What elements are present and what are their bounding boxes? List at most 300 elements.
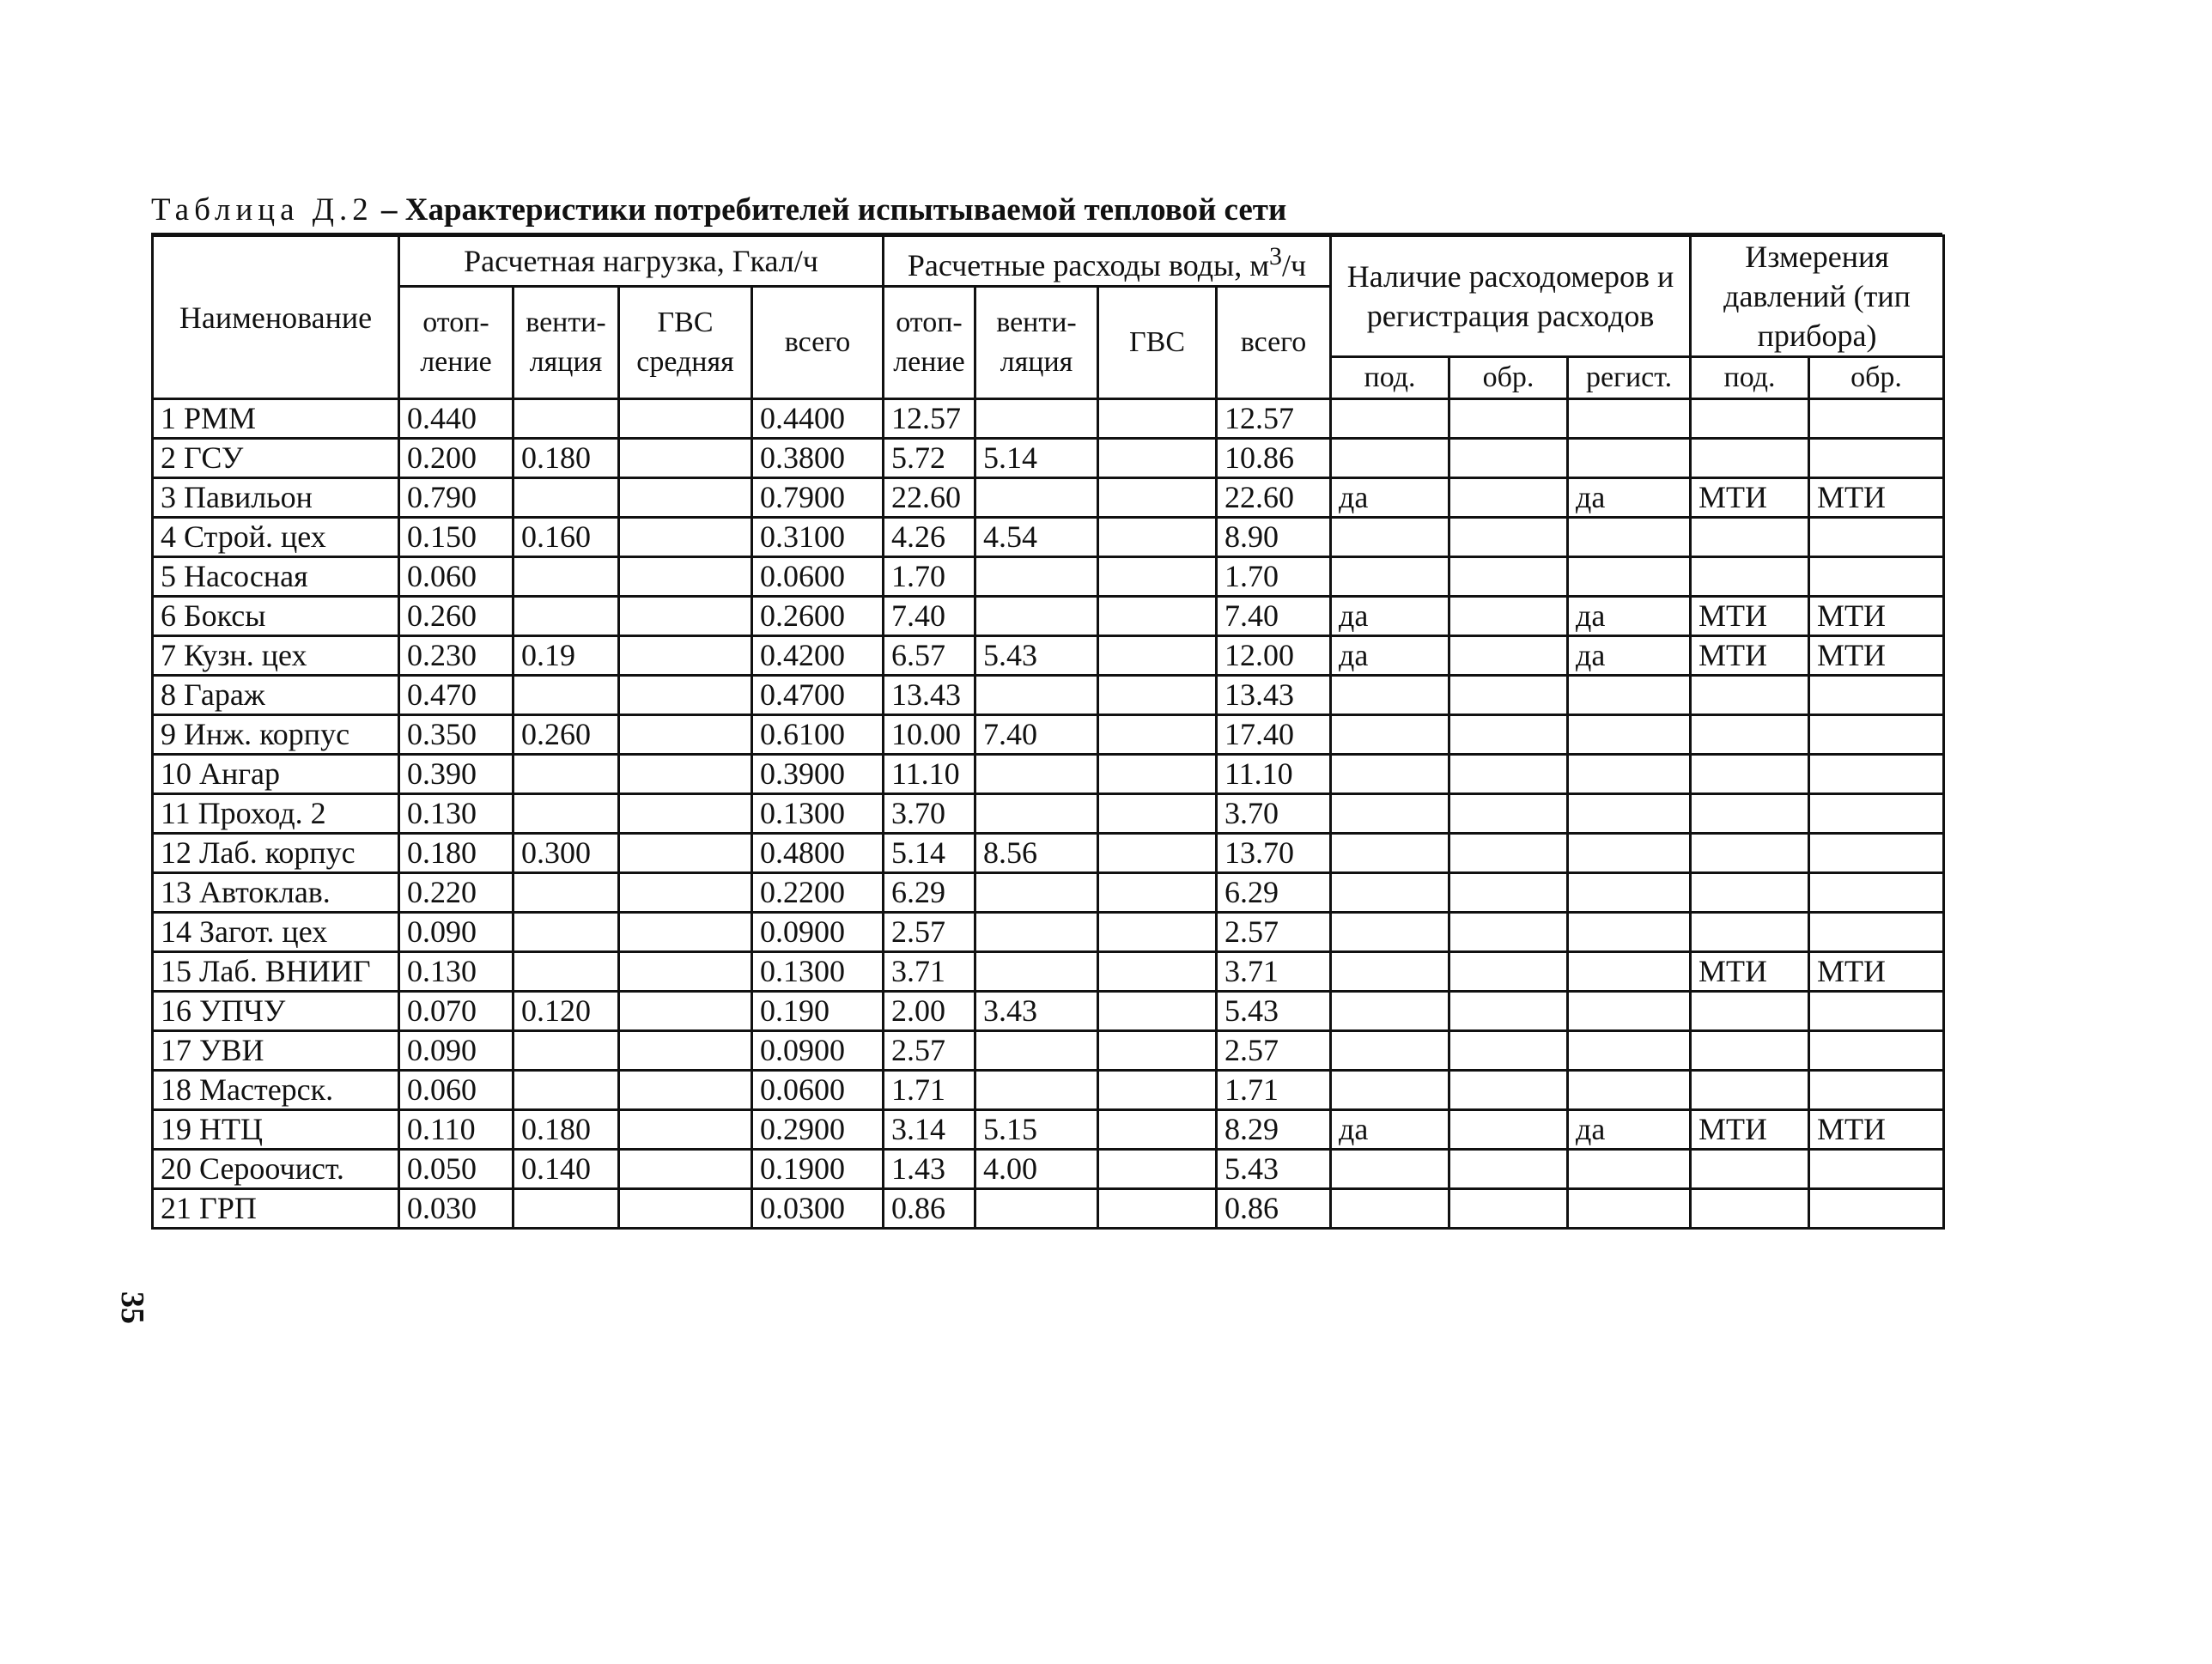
table-cell: 16 УПЧУ	[153, 992, 399, 1031]
table-cell	[514, 952, 619, 992]
table-cell: 11 Проход. 2	[153, 794, 399, 834]
table-cell	[1098, 715, 1217, 755]
table-cell: 0.6100	[752, 715, 884, 755]
table-cell: 4.54	[975, 518, 1098, 557]
table-cell	[1331, 715, 1449, 755]
table-cell: да	[1568, 1110, 1691, 1150]
table-cell: 8.56	[975, 834, 1098, 873]
header-load-total: всего	[752, 287, 884, 399]
table-row	[153, 952, 1944, 992]
table-cell	[1449, 794, 1568, 834]
table-cell	[1098, 952, 1217, 992]
table-cell	[1568, 1150, 1691, 1189]
table-cell	[1449, 755, 1568, 794]
header-meter-return: обр.	[1449, 357, 1568, 399]
table-row	[153, 794, 1944, 834]
table-cell	[975, 478, 1098, 518]
header-meter-reg: регист.	[1568, 357, 1691, 399]
table-cell	[1449, 518, 1568, 557]
table-cell	[619, 1031, 752, 1071]
table-cell: 0.2900	[752, 1110, 884, 1150]
table-row	[153, 676, 1944, 715]
table-cell	[1331, 676, 1449, 715]
table-row	[153, 1071, 1944, 1110]
flow-group-sup: 3	[1269, 242, 1282, 270]
table-cell	[1809, 873, 1944, 913]
table-cell: 0.0300	[752, 1189, 884, 1229]
table-row	[153, 557, 1944, 597]
table-cell	[1331, 794, 1449, 834]
table-cell: 2 ГСУ	[153, 439, 399, 478]
table-cell	[1691, 1071, 1809, 1110]
table-cell	[1809, 1031, 1944, 1071]
table-cell	[1568, 557, 1691, 597]
table-cell: 5.14	[884, 834, 975, 873]
table-cell	[1098, 557, 1217, 597]
table-cell: 0.4400	[752, 399, 884, 439]
table-cell	[514, 1031, 619, 1071]
table-cell: 0.86	[1217, 1189, 1331, 1229]
table-cell	[1691, 834, 1809, 873]
table-cell	[1449, 478, 1568, 518]
table-cell	[1449, 676, 1568, 715]
table-cell	[1809, 1189, 1944, 1229]
table-cell: 0.230	[399, 636, 514, 676]
table-cell: 3 Павильон	[153, 478, 399, 518]
table-row	[153, 597, 1944, 636]
table-cell: 5.43	[1217, 1150, 1331, 1189]
flow-group-suffix: /ч	[1282, 248, 1307, 282]
table-cell: МТИ	[1691, 636, 1809, 676]
table-cell: 5 Насосная	[153, 557, 399, 597]
table-cell	[1691, 1031, 1809, 1071]
page-number: 35	[114, 1291, 150, 1324]
table-cell	[1691, 1189, 1809, 1229]
flow-group-prefix: Расчетные расходы воды, м	[907, 248, 1269, 282]
table-cell	[1449, 636, 1568, 676]
table-cell	[1568, 1071, 1691, 1110]
table-cell	[1331, 992, 1449, 1031]
table-cell	[1809, 755, 1944, 794]
table-cell: МТИ	[1809, 636, 1944, 676]
table-cell: 0.470	[399, 676, 514, 715]
table-cell: 4.00	[975, 1150, 1098, 1189]
table-cell: 8 Гараж	[153, 676, 399, 715]
table-cell: 13.70	[1217, 834, 1331, 873]
table-cell	[1691, 399, 1809, 439]
table-cell: 2.57	[884, 1031, 975, 1071]
table-cell: 6 Боксы	[153, 597, 399, 636]
header-meter-supply: под.	[1331, 357, 1449, 399]
table-cell: 6.57	[884, 636, 975, 676]
table-cell: 13.43	[1217, 676, 1331, 715]
table-cell	[1809, 992, 1944, 1031]
table-cell: 0.190	[752, 992, 884, 1031]
table-cell	[1809, 1071, 1944, 1110]
table-cell: 0.3900	[752, 755, 884, 794]
table-cell: 2.57	[884, 913, 975, 952]
table-cell: 0.19	[514, 636, 619, 676]
table-cell	[619, 1110, 752, 1150]
table-cell	[975, 557, 1098, 597]
table-cell	[514, 873, 619, 913]
table-cell	[1331, 399, 1449, 439]
table-cell	[975, 399, 1098, 439]
table-cell	[975, 597, 1098, 636]
table-cell: 0.440	[399, 399, 514, 439]
table-cell	[1098, 1150, 1217, 1189]
table-cell: МТИ	[1809, 478, 1944, 518]
table-cell	[619, 1189, 752, 1229]
table-cell	[1691, 794, 1809, 834]
table-cell	[1449, 1150, 1568, 1189]
table-cell	[975, 1031, 1098, 1071]
table-row	[153, 913, 1944, 952]
table-cell	[975, 952, 1098, 992]
table-cell: 3.14	[884, 1110, 975, 1150]
table-cell: 0.060	[399, 557, 514, 597]
header-meters-group: Наличие расходомеров и регистрация расходов	[1331, 236, 1691, 357]
table-cell	[1449, 557, 1568, 597]
header-flow-vent: венти-ляция	[975, 287, 1098, 399]
table-cell	[514, 794, 619, 834]
table-cell: да	[1568, 636, 1691, 676]
table-cell: 5.43	[1217, 992, 1331, 1031]
table-cell: 18 Мастерск.	[153, 1071, 399, 1110]
table-cell	[1568, 676, 1691, 715]
table-cell: МТИ	[1809, 1110, 1944, 1150]
table-cell: 12.00	[1217, 636, 1331, 676]
table-cell	[1098, 873, 1217, 913]
table-cell	[619, 636, 752, 676]
table-cell: 0.0600	[752, 1071, 884, 1110]
table-cell	[1449, 399, 1568, 439]
table-cell	[1691, 992, 1809, 1031]
table-cell: 0.030	[399, 1189, 514, 1229]
table-cell: 0.140	[514, 1150, 619, 1189]
table-cell	[975, 676, 1098, 715]
table-cell: 15 Лаб. ВНИИГ	[153, 952, 399, 992]
table-cell	[1568, 834, 1691, 873]
table-cell	[619, 952, 752, 992]
table-cell: 22.60	[1217, 478, 1331, 518]
table-title: – Характеристики потребителей испытываемой тепловой сети	[380, 192, 1287, 228]
table-cell: 10.00	[884, 715, 975, 755]
header-load-heating: отоп-ление	[399, 287, 514, 399]
table-cell	[1691, 1150, 1809, 1189]
table-cell	[1098, 399, 1217, 439]
table-cell	[1331, 913, 1449, 952]
table-cell	[1098, 1110, 1217, 1150]
table-cell: 22.60	[884, 478, 975, 518]
table-cell	[1449, 873, 1568, 913]
header-pressure-group: Измерения давлений (тип прибора)	[1691, 236, 1944, 357]
table-row	[153, 1031, 1944, 1071]
table-cell	[1098, 794, 1217, 834]
table-cell: 7.40	[975, 715, 1098, 755]
table-cell	[1568, 715, 1691, 755]
table-cell	[619, 834, 752, 873]
table-cell	[1331, 557, 1449, 597]
table-cell	[1331, 1189, 1449, 1229]
table-cell: 0.7900	[752, 478, 884, 518]
table-cell	[1691, 439, 1809, 478]
table-cell	[1809, 834, 1944, 873]
table-cell: 5.72	[884, 439, 975, 478]
table-cell: да	[1568, 597, 1691, 636]
table-cell: 7 Кузн. цех	[153, 636, 399, 676]
table-cell: 0.0600	[752, 557, 884, 597]
table-cell	[1098, 1031, 1217, 1071]
table-cell	[1809, 913, 1944, 952]
table-cell: 0.2200	[752, 873, 884, 913]
table-cell: 0.790	[399, 478, 514, 518]
table-cell: 10 Ангар	[153, 755, 399, 794]
table-row	[153, 439, 1944, 478]
table-cell: 0.390	[399, 755, 514, 794]
table-cell	[1809, 715, 1944, 755]
table-cell: 17.40	[1217, 715, 1331, 755]
table-cell	[1449, 1071, 1568, 1110]
table-cell	[1098, 439, 1217, 478]
table-cell	[1449, 715, 1568, 755]
table-cell	[514, 478, 619, 518]
table-row	[153, 992, 1944, 1031]
table-cell	[1568, 1189, 1691, 1229]
table-cell: 0.0900	[752, 913, 884, 952]
table-cell	[975, 913, 1098, 952]
table-cell	[1449, 1031, 1568, 1071]
table-cell: 0.260	[514, 715, 619, 755]
table-cell: МТИ	[1691, 597, 1809, 636]
table-cell	[1098, 478, 1217, 518]
table-cell	[619, 518, 752, 557]
table-cell: 1.43	[884, 1150, 975, 1189]
table-cell: 0.130	[399, 794, 514, 834]
table-label: Таблица Д.2	[151, 192, 374, 228]
table-cell	[1809, 676, 1944, 715]
table-cell	[1331, 873, 1449, 913]
table-cell: 14 Загот. цех	[153, 913, 399, 952]
table-cell: 0.260	[399, 597, 514, 636]
table-cell	[975, 794, 1098, 834]
table-cell: 13 Автоклав.	[153, 873, 399, 913]
table-cell	[1331, 518, 1449, 557]
table-cell: 5.14	[975, 439, 1098, 478]
table-cell: МТИ	[1691, 478, 1809, 518]
table-cell	[1098, 676, 1217, 715]
table-cell: 0.300	[514, 834, 619, 873]
table-cell	[1568, 399, 1691, 439]
table-cell	[514, 399, 619, 439]
table-cell: МТИ	[1809, 952, 1944, 992]
table-cell: 0.4700	[752, 676, 884, 715]
table-cell	[1449, 439, 1568, 478]
table-cell	[1691, 557, 1809, 597]
table-cell: 11.10	[884, 755, 975, 794]
table-cell	[975, 755, 1098, 794]
table-cell	[1331, 439, 1449, 478]
table-row	[153, 1150, 1944, 1189]
table-cell	[1098, 992, 1217, 1031]
table-row	[153, 834, 1944, 873]
table-cell: 3.43	[975, 992, 1098, 1031]
table-cell	[514, 913, 619, 952]
table-cell: 3.70	[884, 794, 975, 834]
table-cell	[514, 755, 619, 794]
table-cell	[619, 873, 752, 913]
table-cell	[619, 557, 752, 597]
table-cell	[514, 597, 619, 636]
header-flow-group	[884, 236, 1331, 287]
table-cell	[1809, 439, 1944, 478]
table-cell	[1098, 1189, 1217, 1229]
table-cell	[1098, 913, 1217, 952]
table-cell: 1.70	[1217, 557, 1331, 597]
table-cell	[1449, 1110, 1568, 1150]
table-row	[153, 1110, 1944, 1150]
table-cell	[1691, 676, 1809, 715]
table-cell	[1691, 755, 1809, 794]
table-cell: 17 УВИ	[153, 1031, 399, 1071]
table-cell: 12.57	[1217, 399, 1331, 439]
table-cell: да	[1568, 478, 1691, 518]
table-cell: 2.57	[1217, 1031, 1331, 1071]
table-cell: 1.71	[884, 1071, 975, 1110]
table-row	[153, 518, 1944, 557]
table-cell: 10.86	[1217, 439, 1331, 478]
table-cell: 5.43	[975, 636, 1098, 676]
table-cell: 6.29	[884, 873, 975, 913]
table-row	[153, 478, 1944, 518]
table-cell	[514, 557, 619, 597]
table-cell	[1691, 913, 1809, 952]
table-cell: 0.110	[399, 1110, 514, 1150]
header-name: Наименование	[153, 236, 399, 399]
table-cell: 11.10	[1217, 755, 1331, 794]
table-cell	[1809, 518, 1944, 557]
table-cell: 20 Сероочист.	[153, 1150, 399, 1189]
table-cell: 3.71	[884, 952, 975, 992]
header-flow-total: всего	[1217, 287, 1331, 399]
table-cell: 0.060	[399, 1071, 514, 1110]
table-cell	[1568, 755, 1691, 794]
table-cell: 2.57	[1217, 913, 1331, 952]
table-cell: 0.090	[399, 913, 514, 952]
table-cell	[1098, 1071, 1217, 1110]
table-cell: 12.57	[884, 399, 975, 439]
table-cell: МТИ	[1691, 952, 1809, 992]
table-cell	[619, 439, 752, 478]
table-cell	[619, 478, 752, 518]
table-cell	[619, 399, 752, 439]
table-cell	[1691, 715, 1809, 755]
table-cell	[619, 794, 752, 834]
table-cell: 8.90	[1217, 518, 1331, 557]
header-press-supply: под.	[1691, 357, 1809, 399]
table-cell: 4.26	[884, 518, 975, 557]
table-cell	[619, 676, 752, 715]
table-cell: 19 НТЦ	[153, 1110, 399, 1150]
table-cell: 0.4800	[752, 834, 884, 873]
table-cell	[975, 873, 1098, 913]
table-cell	[1809, 557, 1944, 597]
table-cell: 0.2600	[752, 597, 884, 636]
table-cell	[1331, 834, 1449, 873]
table-cell: 3.71	[1217, 952, 1331, 992]
table-cell: 0.350	[399, 715, 514, 755]
table-cell: 12 Лаб. корпус	[153, 834, 399, 873]
header-load-gvs: ГВС средняя	[619, 287, 752, 399]
table-cell: 7.40	[884, 597, 975, 636]
table-cell: 0.4200	[752, 636, 884, 676]
table-cell	[619, 1150, 752, 1189]
table-cell: 1 РММ	[153, 399, 399, 439]
table-cell: 0.86	[884, 1189, 975, 1229]
table-cell: 7.40	[1217, 597, 1331, 636]
table-cell: 0.130	[399, 952, 514, 992]
table-cell	[1449, 834, 1568, 873]
table-row	[153, 636, 1944, 676]
table-cell	[1449, 992, 1568, 1031]
table-row	[153, 1189, 1944, 1229]
table-cell	[1568, 913, 1691, 952]
table-cell	[975, 1189, 1098, 1229]
header-load-vent: венти-ляция	[514, 287, 619, 399]
header-flow-heating: отоп-ление	[884, 287, 975, 399]
table-cell	[1449, 913, 1568, 952]
table-cell: 0.160	[514, 518, 619, 557]
table-cell	[1098, 518, 1217, 557]
table-cell	[1098, 834, 1217, 873]
table-cell	[619, 913, 752, 952]
table-cell: 0.3800	[752, 439, 884, 478]
table-cell	[1331, 1031, 1449, 1071]
table-cell: МТИ	[1691, 1110, 1809, 1150]
table-cell: 13.43	[884, 676, 975, 715]
table-cell	[1568, 992, 1691, 1031]
table-cell	[1098, 636, 1217, 676]
table-cell: 1.71	[1217, 1071, 1331, 1110]
table-cell	[1568, 518, 1691, 557]
table-cell: 3.70	[1217, 794, 1331, 834]
table-cell	[619, 992, 752, 1031]
table-cell	[1809, 794, 1944, 834]
table-cell: МТИ	[1809, 597, 1944, 636]
table-cell: 5.15	[975, 1110, 1098, 1150]
table-cell	[1331, 755, 1449, 794]
table-cell	[1568, 873, 1691, 913]
table-cell: 0.200	[399, 439, 514, 478]
table-cell: да	[1331, 1110, 1449, 1150]
table-cell	[619, 755, 752, 794]
table-row	[153, 399, 1944, 439]
table-cell	[1331, 1071, 1449, 1110]
table-row	[153, 873, 1944, 913]
table-cell	[1098, 597, 1217, 636]
table-cell: 0.070	[399, 992, 514, 1031]
table-cell	[1449, 952, 1568, 992]
table-cell	[619, 715, 752, 755]
table-cell: 0.120	[514, 992, 619, 1031]
table-cell: 21 ГРП	[153, 1189, 399, 1229]
table-cell	[1809, 1150, 1944, 1189]
table-cell	[1691, 518, 1809, 557]
table-cell	[619, 1071, 752, 1110]
table-cell: 2.00	[884, 992, 975, 1031]
table-cell	[1568, 952, 1691, 992]
table-cell: 0.180	[514, 439, 619, 478]
